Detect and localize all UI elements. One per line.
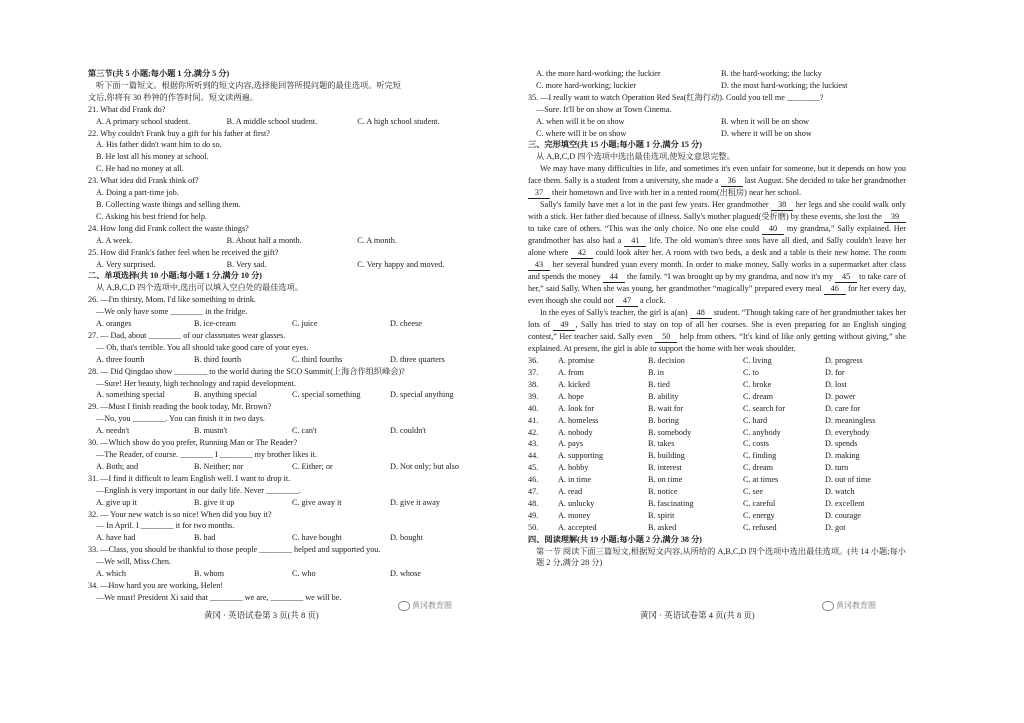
passage-text: her legs and she could walk only with a stick. Her father died because of illness. Sally's mother plagued(受折磨) by these events, she lost the — [528, 200, 906, 222]
passage-text: to take care of others. “This was the only choice. No one else could — [528, 224, 762, 234]
answer-row — [528, 510, 906, 522]
right-page — [528, 68, 906, 569]
footer-left: 黄冈 · 英语试卷第 3 页(共 8 页) — [204, 610, 319, 620]
option-row — [528, 128, 906, 140]
option-row — [88, 425, 488, 437]
option-row — [88, 389, 488, 401]
answer-row — [528, 522, 906, 534]
option: C. who — [292, 569, 316, 579]
option: C. where will it be on show — [536, 128, 627, 138]
option: B. ability — [648, 391, 679, 401]
option: B. wait for — [648, 403, 684, 413]
answer-row — [528, 379, 906, 391]
option: C. A high school student. — [357, 116, 440, 126]
question-number: 43. — [528, 439, 539, 449]
question-number: 47. — [528, 487, 539, 497]
option: C. can't — [292, 426, 317, 436]
question-number: 42. — [528, 427, 539, 437]
option: D. three quarters — [390, 354, 445, 364]
answer-row — [528, 498, 906, 510]
option: C. dream — [743, 463, 774, 473]
option: A. nobody — [558, 427, 593, 437]
text-line: 34. —How hard you are working, Helen! — [88, 580, 224, 590]
answer-row — [528, 462, 906, 474]
option: A. have had — [96, 533, 136, 543]
text-line: 21. What did Frank do? — [88, 104, 166, 114]
text-line: C. He had no money at all. — [96, 164, 184, 174]
option: A. something special — [96, 390, 165, 400]
text-line: 24. How long did Frank collect the waste things? — [88, 223, 249, 233]
option: B. boring — [648, 415, 679, 425]
answer-row — [528, 486, 906, 498]
text-line: —No, you ________. You can finish it in two days. — [96, 414, 265, 424]
blank-number: 37 — [528, 188, 550, 199]
option: B. ice-cream — [194, 319, 236, 329]
option: A. supporting — [558, 451, 604, 461]
answer-row — [528, 355, 906, 367]
option: C. energy — [743, 510, 775, 520]
option: B. on time — [648, 475, 683, 485]
option: B. fascinating — [648, 498, 694, 508]
option: C. costs — [743, 439, 769, 449]
question-number: 37. — [528, 367, 539, 377]
left-page — [88, 68, 488, 604]
option: B. Very sad. — [226, 259, 267, 269]
option: B. interest — [648, 463, 682, 473]
passage-text: We may have many difficulties in life, and sometimes it's even unfair for someone, but it depends on how you face them. Sally is a student from a university, she made a — [528, 164, 906, 186]
option: A. needn't — [96, 426, 130, 436]
answer-row — [528, 415, 906, 427]
answer-row — [528, 403, 906, 415]
option: B. building — [648, 451, 685, 461]
question-number: 38. — [528, 379, 539, 389]
option: A. from — [558, 367, 584, 377]
option: D. couldn't — [390, 426, 427, 436]
option: D. making — [825, 451, 860, 461]
text-line: 35. —I really want to watch Operation Red Sea(红海行动). Could you tell me ________? — [528, 92, 824, 102]
option: B. About half a month. — [226, 235, 302, 245]
text-line: 31. —I find it difficult to learn English well. I want to drop it. — [88, 473, 291, 483]
blank-number: 42 — [571, 248, 593, 259]
option: D. spends — [825, 439, 858, 449]
text-line: 32. — Your new watch is so nice! When did you buy it? — [88, 509, 272, 519]
option: A. oranges — [96, 319, 132, 329]
option: A. money — [558, 510, 591, 520]
passage-text: a clock. — [638, 296, 666, 306]
paragraph — [528, 163, 906, 199]
passage-text: student. “Though taking care of her grandmother takes her lots of — [528, 308, 906, 330]
option: A. unlucky — [558, 498, 595, 508]
text-line: —Sure! Her beauty, high technology and rapid development. — [96, 378, 296, 388]
option: C. give away it — [292, 497, 342, 507]
option: D. Not only; but also — [390, 461, 459, 471]
option: A. hope — [558, 391, 584, 401]
option: D. got — [825, 522, 846, 532]
blank-number: 40 — [762, 224, 784, 235]
option-row — [88, 116, 488, 128]
option: A. A week. — [96, 235, 133, 245]
right-top-section — [528, 68, 906, 163]
text-line: —We only have some ________ in the fridge. — [96, 307, 248, 317]
option: A. look for — [558, 403, 595, 413]
option: C. finding — [743, 451, 777, 461]
answer-row — [528, 438, 906, 450]
passage-text: for her every day, even though she could not — [528, 284, 906, 306]
text-line: 30. —Which show do you prefer, Running Man or The Reader? — [88, 438, 298, 448]
option: C. A month. — [357, 235, 397, 245]
text-line: —English is very important in our daily life. Never ________. — [96, 485, 301, 495]
text-line: 33. —Class, you should be thankful to those people ________ helped and supported you. — [88, 545, 381, 555]
option: C. at times — [743, 475, 779, 485]
option-row — [88, 532, 488, 544]
option-row — [528, 68, 906, 80]
option: A. kicked — [558, 379, 590, 389]
passage-text: my grandma,” Sally explained. Her grandmother has also had a — [528, 224, 906, 246]
option: C. Either; or — [292, 461, 333, 471]
text-line: B. He lost all his money at school. — [96, 152, 209, 162]
option: B. somebody — [648, 427, 692, 437]
option: C. more hard-working; luckier — [536, 80, 637, 90]
option-row — [88, 354, 488, 366]
option-row — [88, 568, 488, 580]
text-line: 从 A,B,C,D 四个选项中,选出可以填入空白处的最佳选项。 — [96, 283, 303, 293]
footer-right: 黄冈 · 英语试卷第 4 页(共 8 页) — [640, 610, 755, 620]
option: A. read — [558, 487, 583, 497]
answer-row — [528, 391, 906, 403]
option: B. in — [648, 367, 664, 377]
text-line: 听下面一篇短文。根据你所听到的短文内容,选择能回答所提问题的最佳选项。听完短 — [96, 80, 401, 90]
question-number: 50. — [528, 522, 539, 532]
option-row — [528, 116, 906, 128]
option: B. spirit — [648, 510, 675, 520]
blank-number: 39 — [884, 212, 906, 223]
text-line: 文后,你将有 30 秒钟的作答时间。短文读两遍。 — [88, 92, 258, 102]
option: C. third fourths — [292, 354, 343, 364]
passage-text: their hometown and live with her in a rented room(出租房) near her school. — [550, 188, 802, 198]
option: A. give up it — [96, 497, 137, 507]
option: D. excellent — [825, 498, 865, 508]
option-row — [528, 80, 906, 92]
option: C. Very happy and moved. — [357, 259, 445, 269]
option: D. whose — [390, 569, 421, 579]
answer-row — [528, 474, 906, 486]
option: A. Both; and — [96, 461, 139, 471]
passage-text: the family. “I was brought up by my grandma, and now it's my — [624, 272, 836, 282]
blank-number: 43 — [528, 260, 550, 271]
passage-text: help from others. “It's kind of like only getting without giving,” she explained. At present, the girl is able to support the home with her weak shoulder. — [528, 332, 906, 354]
passage-text: In the eyes of Sally's teacher, the girl is a(an) — [540, 308, 690, 318]
option: B. decision — [648, 356, 685, 366]
blank-number: 45 — [835, 272, 857, 283]
text-line: B. Collecting waste things and selling them. — [96, 199, 241, 209]
blank-number: 49 — [553, 320, 575, 331]
option: B. A middle school student. — [226, 116, 318, 126]
option: B. had — [194, 533, 216, 543]
option: B. anything special — [194, 390, 257, 400]
text-line: 29. —Must I finish reading the book today, Mr. Brown? — [88, 402, 272, 412]
reading-section-header — [528, 534, 906, 570]
text-line: 25. How did Frank's father feel when he received the gift? — [88, 247, 279, 257]
blank-number: 38 — [771, 200, 793, 211]
option-row — [88, 461, 488, 473]
passage-text: to take care of her,” said Sally. When she was young, her grandmother “magically” prepared every meal — [528, 272, 906, 294]
option: C. broke — [743, 379, 772, 389]
option: D. everybody — [825, 427, 870, 437]
text-line: —We will, Miss Chen. — [96, 557, 172, 567]
option: D. the most hard-working; the luckiest — [721, 80, 848, 90]
blank-number: 50 — [655, 332, 677, 343]
option: A. which — [96, 569, 127, 579]
text-line: C. Asking his best friend for help. — [96, 211, 207, 221]
option: B. when it will be on show — [721, 116, 810, 126]
option: C. careful — [743, 498, 776, 508]
option: D. cheese — [390, 319, 422, 329]
option: C. have bought — [292, 533, 342, 543]
text-line: 22. Why couldn't Frank buy a gift for his father at first? — [88, 128, 270, 138]
watermark-right — [822, 600, 876, 611]
text-line: A. Doing a part-time job. — [96, 188, 179, 198]
blank-number: 48 — [690, 308, 712, 319]
watermark-text: 黄冈教育圈 — [836, 601, 876, 610]
option: A. the more hard-working; the luckier — [536, 69, 661, 78]
option-row — [88, 259, 488, 271]
passage-text: could look after her. A room with two beds, a desk and a table is their new home. The room — [593, 248, 907, 258]
chat-bubble-icon — [822, 601, 834, 611]
question-number: 36. — [528, 356, 539, 366]
option-row — [88, 235, 488, 247]
blank-number: 47 — [616, 296, 638, 307]
question-number: 41. — [528, 415, 539, 425]
option: D. give it away — [390, 497, 441, 507]
option: C. see — [743, 487, 764, 497]
option: C. living — [743, 356, 772, 366]
option: D. progress — [825, 356, 863, 366]
option: B. the hard-working; the lucky — [721, 69, 822, 78]
option: D. special anything — [390, 390, 454, 400]
section-heading: 第三节(共 5 小题;每小题 1 分,满分 5 分) — [88, 69, 230, 78]
option: A. when will it be on show — [536, 116, 625, 126]
option: C. refused — [743, 522, 777, 532]
cloze-passage — [528, 163, 906, 355]
watermark-left — [398, 600, 452, 611]
question-number: 39. — [528, 391, 539, 401]
option: B. third fourth — [194, 354, 242, 364]
section-heading: 四、阅读理解(共 19 小题;每小题 2 分,满分 38 分) — [528, 534, 702, 544]
option: C. special something — [292, 390, 361, 400]
option: D. lost — [825, 379, 847, 389]
text-line: —The Reader, of course. ________ I ________ my brother likes it. — [96, 450, 317, 459]
passage-text: last August. She decided to take her grandmother — [742, 176, 906, 186]
option: A. hobby — [558, 463, 589, 473]
option-row — [88, 497, 488, 509]
option: D. turn — [825, 463, 849, 473]
option: B. asked — [648, 522, 677, 532]
answer-row — [528, 427, 906, 439]
text-line: 27. — Dad, about ________ of our classmates wear glasses. — [88, 330, 286, 340]
text-line: 第一节 阅读下面三篇短文,根据短文内容,从所给的 A,B,C,D 四个选项中选出最佳选项。(共 14 小题;每小题 2 分,满分 28 分) — [536, 546, 906, 568]
option-row — [88, 318, 488, 330]
option: A. pays — [558, 439, 584, 449]
text-line: 26. —I'm thirsty, Mom. I'd like something to drink. — [88, 295, 256, 305]
option: B. notice — [648, 487, 678, 497]
option: D. out of time — [825, 475, 871, 485]
option: C. juice — [292, 319, 318, 329]
text-line: 从 A,B,C,D 四个选项中选出最佳选项,使短文意思完整。 — [536, 152, 735, 162]
option: A. Very surprised. — [96, 259, 156, 269]
option: A. accepted — [558, 522, 597, 532]
text-line: —Sure. It'll be on show at Town Cinema. — [536, 104, 672, 114]
passage-text: , Sally has tried to stay on top of all her courses. She is even preparing for an English singing contest,” Her teacher said. Sally even — [528, 320, 906, 342]
text-line: — Oh, that's terrible. You all should take good care of your eyes. — [96, 342, 309, 352]
answer-row — [528, 367, 906, 379]
blank-number: 44 — [603, 272, 625, 283]
question-number: 46. — [528, 475, 539, 485]
option: C. dream — [743, 391, 774, 401]
option: B. give it up — [194, 497, 235, 507]
option: B. takes — [648, 439, 675, 449]
text-line: —We must! President Xi said that ________ we are, ________ we will be. — [96, 592, 342, 602]
passage-text: life. The old woman's three sons have all died, and Sally couldn't leave her alone where — [528, 236, 906, 258]
text-line: 23. What idea did Frank think of? — [88, 176, 199, 186]
question-number: 49. — [528, 510, 539, 520]
cloze-options — [528, 355, 906, 534]
option: A. three fourth — [96, 354, 145, 364]
option: D. care for — [825, 403, 861, 413]
passage-text: her several hundred yuan every month. In order to make money, Sally works in a supermarket after class and spends the money — [528, 260, 906, 282]
passage-text: Sally's family have met a lot in the past few years. Her grandmother — [540, 200, 772, 210]
option: A. homeless — [558, 415, 599, 425]
paragraph — [528, 199, 906, 307]
option: D. courage — [825, 510, 861, 520]
option: D. meaningless — [825, 415, 876, 425]
option: B. mustn't — [194, 426, 228, 436]
question-number: 45. — [528, 463, 539, 473]
option: B. whom — [194, 569, 225, 579]
option: A. A primary school student. — [96, 116, 191, 126]
option: D. watch — [825, 487, 855, 497]
question-number: 44. — [528, 451, 539, 461]
paragraph — [528, 307, 906, 355]
text-line: — In April. I ________ it for two months. — [96, 521, 235, 531]
text-line: A. His father didn't want him to do so. — [96, 140, 222, 150]
answer-row — [528, 450, 906, 462]
option: C. anybody — [743, 427, 781, 437]
option: B. Neither; nor — [194, 461, 244, 471]
option: D. bought — [390, 533, 423, 543]
option: A. in time — [558, 475, 591, 485]
option: A. promise — [558, 356, 595, 366]
option: D. for — [825, 367, 845, 377]
option: C. search for — [743, 403, 786, 413]
watermark-text: 黄冈教育圈 — [412, 601, 452, 610]
section-heading: 二、单项选择(共 10 小题;每小题 1 分,满分 10 分) — [88, 271, 262, 281]
option: C. to — [743, 367, 759, 377]
option: D. where it will be on show — [721, 128, 812, 138]
question-number: 48. — [528, 498, 539, 508]
blank-number: 36 — [721, 176, 743, 187]
text-line: 28. — Did Qingdao show ________ to the world during the SCO Summit(上海合作组织峰会)? — [88, 366, 405, 376]
option: B. tied — [648, 379, 670, 389]
section-heading: 三、完形填空(共 15 小题;每小题 1 分,满分 15 分) — [528, 140, 702, 150]
blank-number: 46 — [824, 284, 846, 295]
option: C. hard — [743, 415, 768, 425]
chat-bubble-icon — [398, 601, 410, 611]
option: D. power — [825, 391, 856, 401]
question-number: 40. — [528, 403, 539, 413]
blank-number: 41 — [624, 236, 646, 247]
